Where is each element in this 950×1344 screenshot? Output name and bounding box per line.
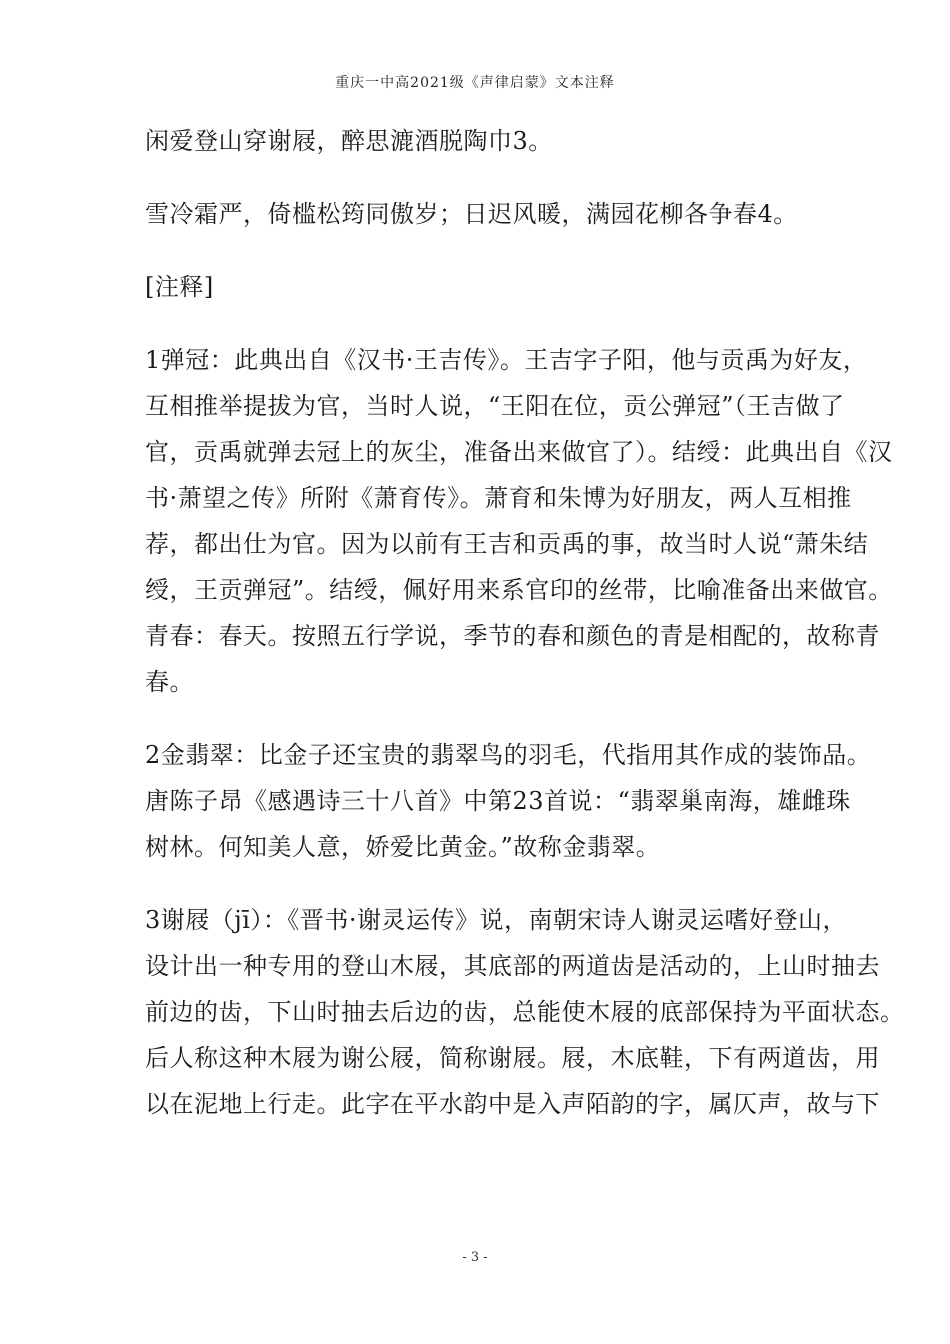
text-line: 春。 (145, 668, 194, 696)
text-line: 以在泥地上行走。此字在平水韵中是入声陌韵的字，属仄声，故与下 (145, 1090, 880, 1118)
text-line: 雪冷霜严，倚槛松筠同傲岁；日迟风暖，满园花柳各争春4。 (145, 200, 798, 228)
verse-line-1 (145, 118, 817, 164)
text-line: 互相推举提拔为官，当时人说，“王阳在位，贡公弹冠”（王吉做了 (145, 392, 845, 420)
text-line: 后人称这种木屐为谢公屐，简称谢屐。屐，木底鞋，下有两道齿，用 (145, 1044, 880, 1072)
verse-line-2 (145, 191, 817, 237)
text-line: 1弹冠：此典出自《汉书·王吉传》。王吉字子阳，他与贡禹为好友， (145, 346, 868, 374)
note-2 (145, 732, 872, 870)
note-3 (145, 897, 905, 1127)
page-number: - 3 - (462, 1250, 488, 1265)
notes-heading (145, 264, 817, 310)
text-line: 树林。何知美人意，娇爱比黄金。”故称金翡翠。 (145, 833, 661, 861)
document-body (145, 118, 905, 1127)
text-line: 荐，都出仕为官。因为以前有王吉和贡禹的事，故当时人说“萧朱结 (145, 530, 869, 558)
text-line: 2金翡翠：比金子还宝贵的翡翠鸟的羽毛，代指用其作成的装饰品。 (145, 741, 872, 769)
text-line: 设计出一种专用的登山木屐，其底部的两道齿是活动的，上山时抽去 (145, 952, 880, 980)
text-line: 青春：春天。按照五行学说，季节的春和颜色的青是相配的，故称青 (145, 622, 880, 650)
page-header: 重庆一中高2021级《声律启蒙》文本注释 (335, 75, 615, 91)
text-line: 闲爱登山穿谢屐，醉思漉酒脱陶巾3。 (145, 127, 553, 155)
text-line: 前边的齿，下山时抽去后边的齿，总能使木屐的底部保持为平面状态。 (145, 998, 905, 1026)
note-1 (145, 337, 893, 705)
text-line: 唐陈子昂《感遇诗三十八首》中第23首说：“翡翠巢南海，雄雌珠 (145, 787, 851, 815)
text-line: 绶，王贡弹冠”。结绶，佩好用来系官印的丝带，比喻准备出来做官。 (145, 576, 893, 604)
text-line: 书·萧望之传》所附《萧育传》。萧育和朱博为好朋友，两人互相推 (145, 484, 852, 512)
text-line: 官，贡禹就弹去冠上的灰尘，准备出来做官了）。结绶：此典出自《汉 (145, 438, 893, 466)
text-line: [注释] (145, 273, 214, 301)
text-line: 3谢屐（jī）：《晋书·谢灵运传》说，南朝宋诗人谢灵运嗜好登山， (145, 906, 848, 934)
